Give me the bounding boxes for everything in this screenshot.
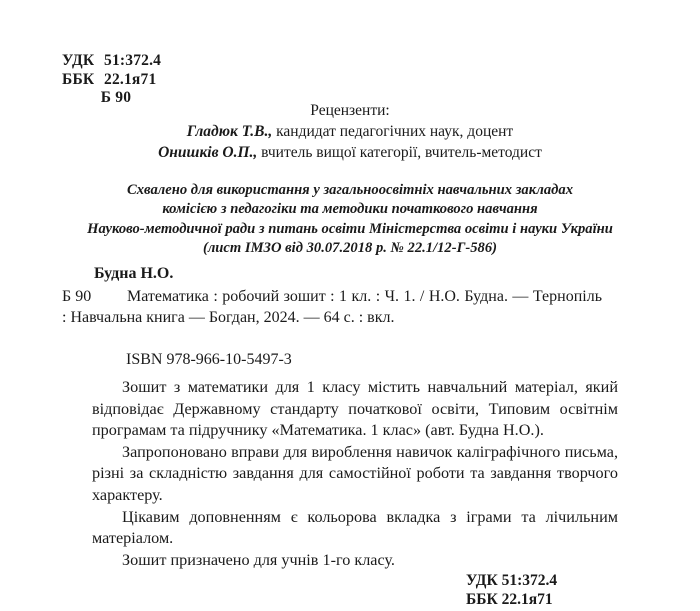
approval-line-1: Схвалено для використання у загальноосвітніх навчальних закладах — [127, 182, 573, 198]
reviewers-block — [0, 100, 700, 163]
biblio-author-mark: Б 90 — [62, 287, 92, 305]
udc-label-top: УДК — [62, 52, 95, 69]
biblio-author-heading: Будна Н.О. — [94, 265, 174, 282]
annotation-paragraph-1: Зошит з математики для 1 класу містить навчальний матеріал, який відповідає Державному стандарту початкової освіти, Типовим освітнім програмам та підручнику «Математика. 1 клас» (авт. Будна Н.О.). — [92, 378, 618, 440]
reviewer-name-2: Онишків О.П., — [158, 144, 258, 161]
author-mark-top: Б 90 — [100, 89, 132, 106]
udc-value-top: 51:372.4 — [104, 52, 162, 69]
bibliographic-record — [62, 263, 632, 329]
approval-line-4: (лист ІМЗО від 30.07.2018 р. № 22.1/12-Г-586) — [202, 240, 498, 257]
udc-line-bottom: УДК 51:372.4 — [466, 572, 558, 589]
annotation-paragraph-2: Запропоновано вправи для вироблення навичок каліграфічного письма, різні за складністю завдання для самостійної роботи та завдання творчого характеру. — [92, 442, 618, 504]
udc-row-top — [62, 52, 170, 71]
reviewer-entry-1 — [0, 121, 700, 142]
approval-line-3: Науково-методичної ради з питань освіти Міністерства освіти і науки України — [87, 220, 613, 237]
reviewers-title: Рецензенти: — [310, 102, 390, 119]
reviewer-entry-2 — [0, 142, 700, 163]
reviewer-name-1: Гладюк Т.В., — [186, 123, 273, 140]
bbk-label-top: ББК — [62, 70, 95, 88]
bbk-value-top: 22.1я71 — [104, 70, 157, 88]
bbk-line-bottom: ББК 22.1я71 — [466, 590, 553, 608]
annotation-block — [92, 377, 618, 571]
reviewer-credentials-2: вчитель вищої категорії, вчитель-методист — [261, 144, 542, 161]
annotation-paragraph-3: Цікавим доповненням є кольорова вкладка з іграми та лічильним матеріалом. — [92, 507, 618, 548]
classification-block-bottom — [466, 572, 557, 609]
biblio-body — [62, 286, 632, 329]
annotation-paragraph-4: Зошит призначено для учнів 1-го класу. — [122, 550, 395, 569]
isbn-line: ISBN 978-966-10-5497-3 — [126, 351, 292, 368]
bbk-row-top — [62, 71, 170, 90]
biblio-description: Математика : робочий зошит : 1 кл. : Ч. 1. / Н.О. Будна. — Тернопіль : Навчальна книга — Богдан, 2024. — 64 с. : вкл. — [62, 287, 602, 326]
approval-block — [0, 181, 700, 259]
approval-line-2: комісією з педагогіки та методики початкового навчання — [162, 201, 538, 218]
reviewer-credentials-1: кандидат педагогічних наук, доцент — [276, 123, 514, 140]
